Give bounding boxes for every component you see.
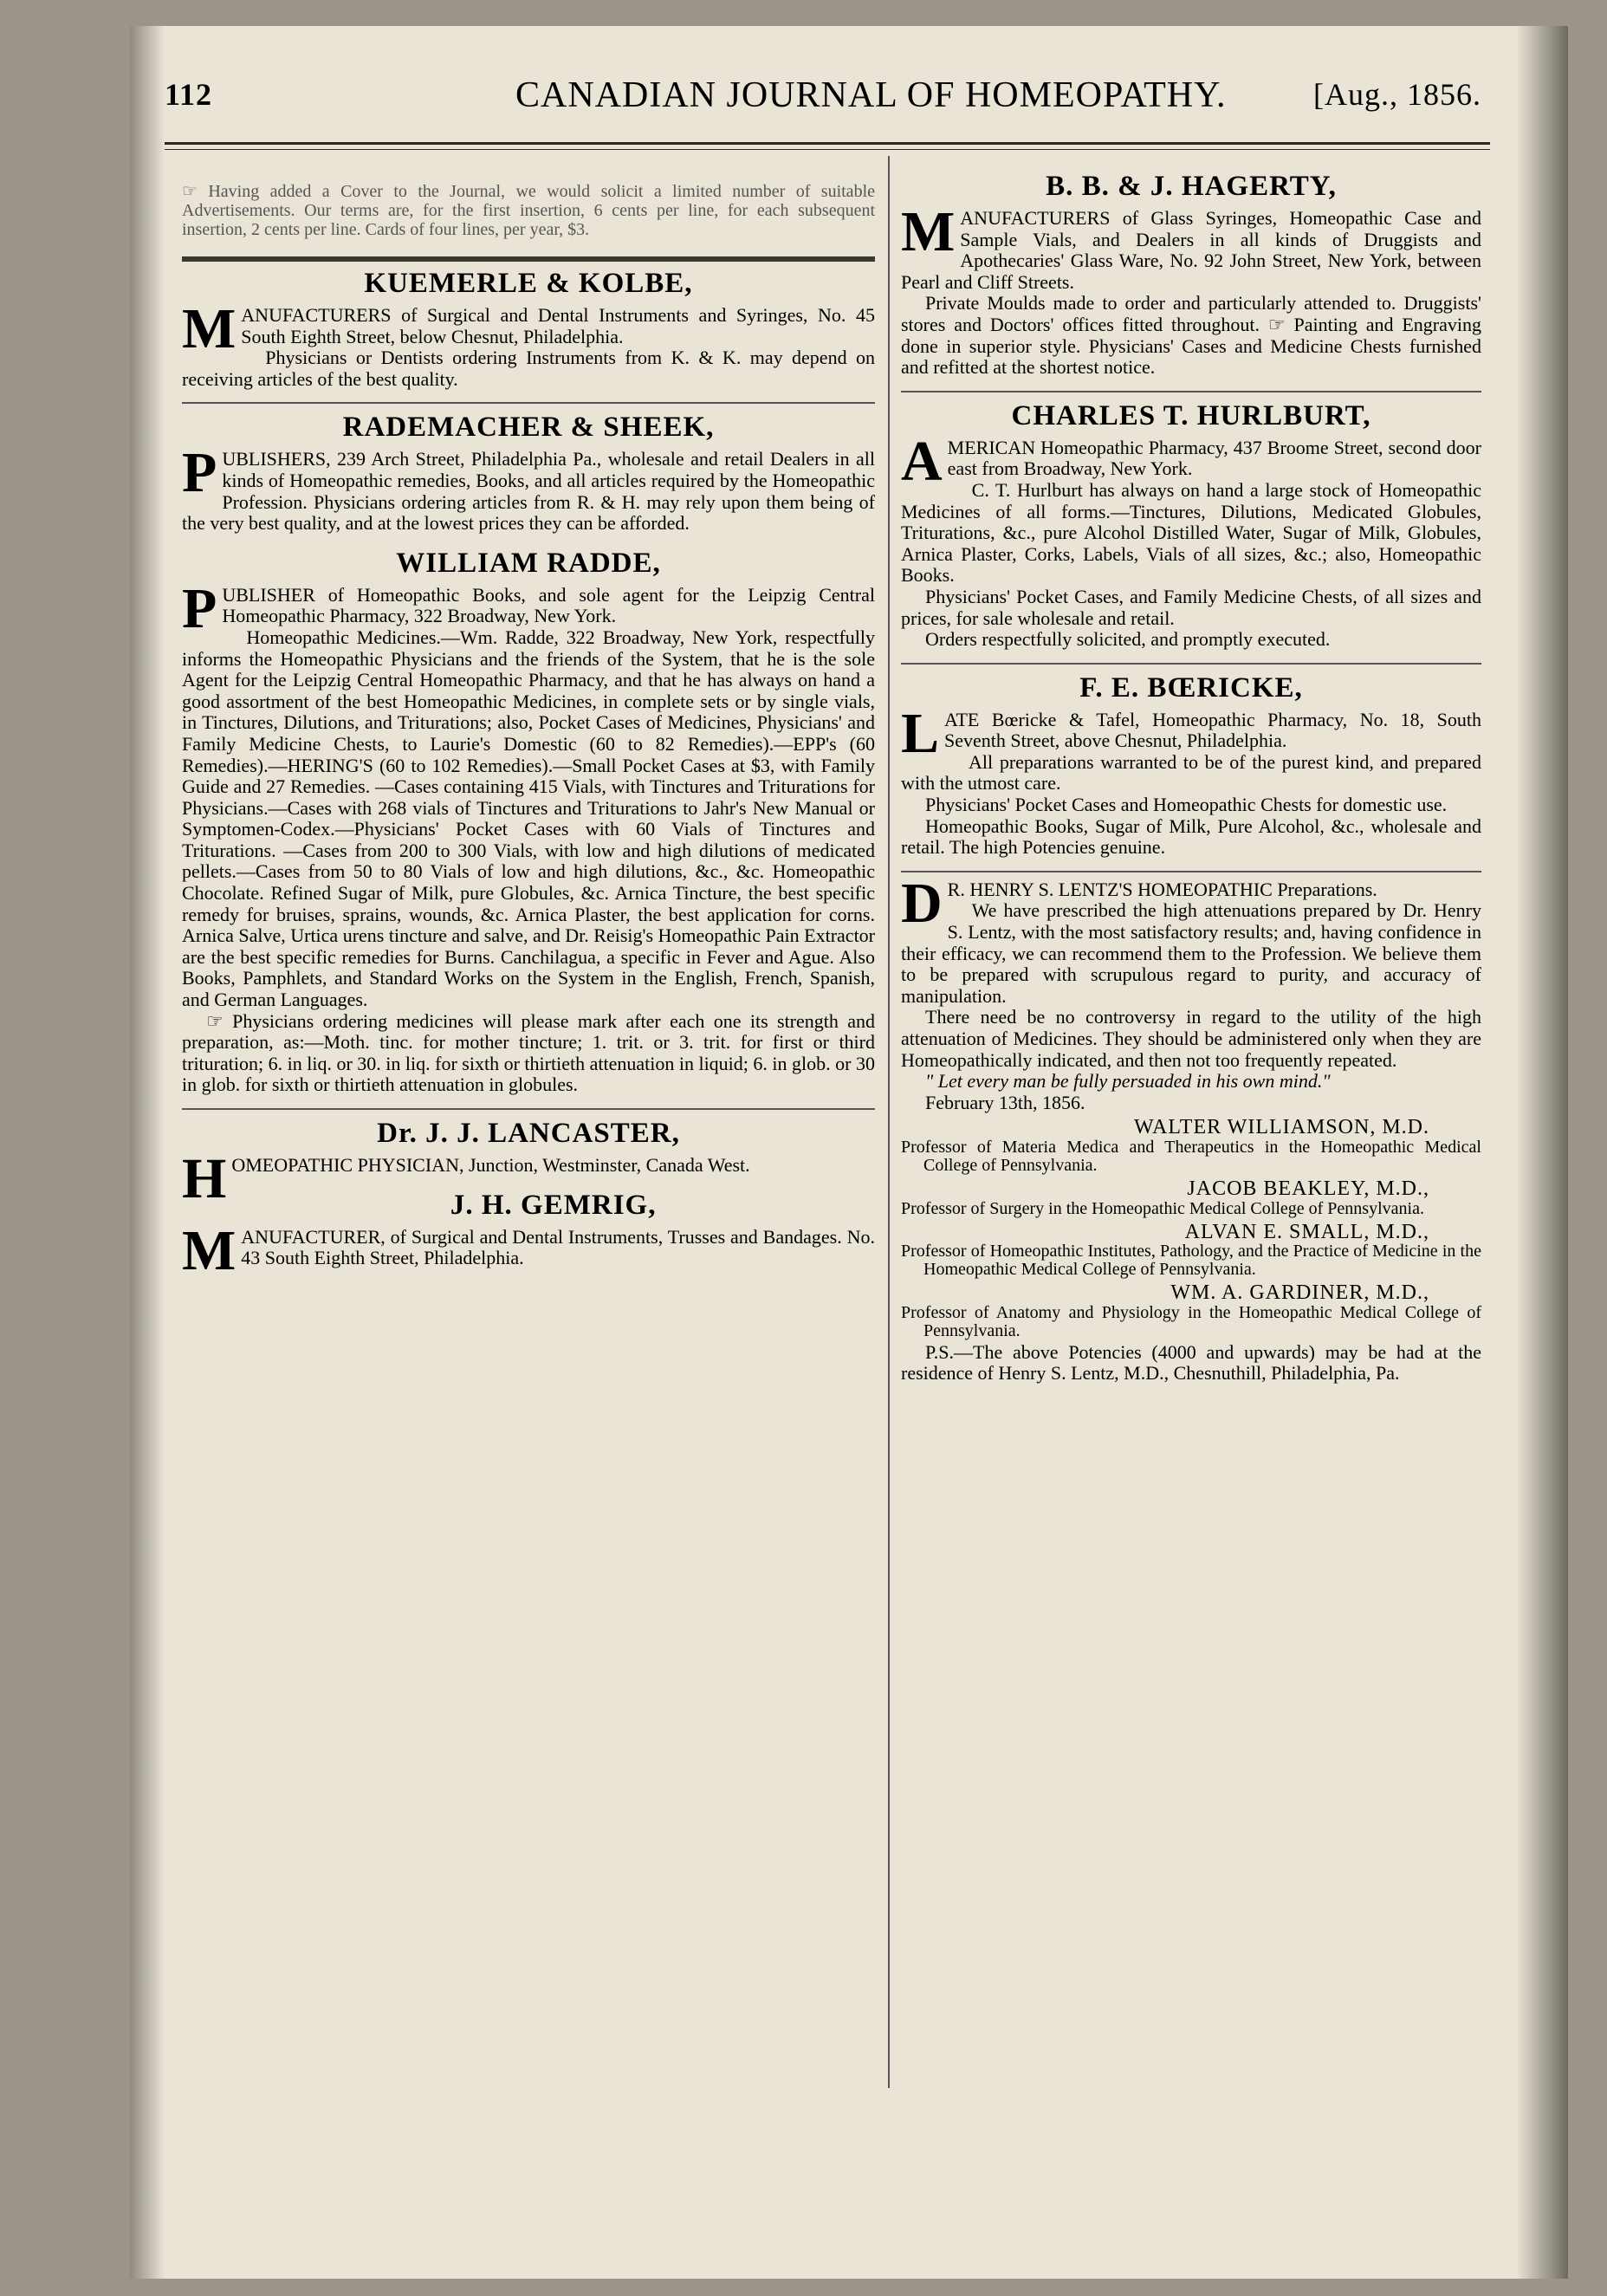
ad-boericke — [901, 671, 1481, 859]
page-edge — [1516, 26, 1568, 2279]
signatory-title: Professor of Anatomy and Physiology in the Homeopathic Medical College of Pennsylvania. — [901, 1302, 1481, 1340]
ad-heading-inline: DR. HENRY S. LENTZ'S HOMEOPATHIC Preparations. — [901, 871, 1377, 935]
ad-gemrig — [182, 1189, 875, 1282]
ad-body: C. T. Hurlburt has always on hand a large stock of Homeopathic Medicines of all forms.—Tinctures, Dilutions, Medicated Globules, Triturations, &c., pure Alcohol Distilled Water, Sugar of Milk, Globules, Arnica Plaster, Corks, Labels, Vials of all sizes, &c.; also, Homeopathic Books. — [901, 478, 1481, 587]
ad-heading: CHARLES T. HURLBURT, — [1011, 399, 1371, 431]
signatory — [901, 1222, 1481, 1280]
signatory — [901, 1178, 1481, 1218]
signatory-title: Professor of Materia Medica and Therapeutics in the Homeopathic Medical College of Pennsylvania. — [901, 1137, 1481, 1175]
header-rule-thin — [165, 149, 1490, 150]
ad-body: ☞ Physicians ordering medicines will please mark after each one its strength and preparation, as:—Moth. tinc. for mother tincture; 1. trit. or 3. trit. for first or third trituration; 6. in liq. or 30. in liq. for sixth or thirtieth attenuation in liquid; 6. in glob. or 30 in glob. for sixth or thirtieth attenuation in globules. — [182, 1009, 875, 1096]
running-head — [165, 59, 1481, 128]
ad-heading: KUEMERLE & KOLBE, — [364, 268, 693, 299]
ad-body: AMERICAN Homeopathic Pharmacy, 437 Broome Street, second door east from Broadway, New York. — [901, 429, 1481, 493]
journal-title: CANADIAN JOURNAL OF HOMEOPATHY. — [515, 75, 1227, 115]
page-number: 112 — [165, 77, 213, 112]
signatory — [901, 1282, 1481, 1340]
ad-william-radde — [182, 547, 875, 1096]
signatory-title: Professor of Homeopathic Institutes, Pathology, and the Practice of Medicine in the Homeopathic Medical College of Pennsylvania. — [901, 1242, 1481, 1280]
ad-body: Physicians' Pocket Cases and Homeopathic Chests for domestic use. — [925, 794, 1448, 816]
ad-body: PUBLISHERS, 239 Arch Street, Philadelphia Pa., wholesale and retail Dealers in all kinds of Homeopathic remedies, Books, and all articles required by the Homeopathic Profession. Physicians ordering articles from R. & H. may rely upon them being of the very best quality, and at the lowest prices they can be afforded. — [182, 441, 875, 535]
ad-body: Physicians' Pocket Cases, and Family Medicine Chests, of all sizes and prices, for sale wholesale and retail. — [901, 585, 1481, 629]
signatory-name: JACOB BEAKLEY, M.D., — [1187, 1177, 1429, 1200]
ad-lentz — [901, 871, 1481, 1385]
signatory-name: WM. A. GARDINER, M.D., — [1170, 1281, 1429, 1305]
ad-kuemerle-kolbe — [182, 267, 875, 390]
ad-body: HOMEOPATHIC PHYSICIAN, Junction, Westminster, Canada West. — [182, 1147, 750, 1210]
ad-rademacher-sheek — [182, 411, 875, 534]
ad-body: MANUFACTURERS of Glass Syringes, Homeopathic Case and Sample Vials, and Dealers in all kinds of Druggists and Apothecaries' Glass Ware, No. 92 John Street, New York, between Pearl and Cliff Streets. — [901, 200, 1481, 293]
ad-body: All preparations warranted to be of the purest kind, and prepared with the utmost care. — [901, 750, 1481, 795]
ad-heading: WILLIAM RADDE, — [396, 547, 661, 579]
ad-heading: J. H. GEMRIG, — [450, 1189, 657, 1221]
ad-body: There need be no controversy in regard to the utility of the high attenuation of Medicines. They should be administered only when they are Homeopathically indicated, and then not too frequently repeated. — [901, 1006, 1481, 1071]
signatory-title: Professor of Surgery in the Homeopathic Medical College of Pennsylvania. — [901, 1198, 1424, 1218]
ad-body: Private Moulds made to order and particularly attended to. Druggists' stores and Doctors' offices fitted throughout. ☞ Painting and Engraving done in superior style. Physicians' Cases and Medicine Chests furnished and refitted at the shortest notice. — [901, 292, 1481, 379]
ad-body: Orders respectfully solicited, and promptly executed. — [925, 628, 1331, 651]
section-divider — [182, 402, 875, 404]
ad-body: Homeopathic Medicines.—Wm. Radde, 322 Broadway, New York, respectfully informs the Homeopathic Physicians and the friends of the System, that he is the sole Agent for the Leipzig Central Homeopathic Pharmacy, and that he has always on hand a good assortment of the best Homeopathic Medicines, in complete sets or by single vials, in Tinctures, Dilutions, and Triturations; also, Pocket Cases of Medicines, Physicians' and Family Medicine Chests, to Laurie's Domestic (60 to 82 Remedies).—EPP's (60 Remedies).—HERING'S (60 to 102 Remedies).—Small Pocket Cases at $3, with Family Guide and 27 Remedies. —Cases containing 415 Vials, with Tinctures and Triturations for Physicians.—Cases with 268 vials of Tinctures and Triturations to Jahr's New Manual or Symptomen-Codex.—Physicians' Pocket Cases with 60 Vials of Tinctures and Triturations. —Cases from 200 to 300 Vials, with low and high dilutions of medicated pellets.—Cases from 50 to 80 Vials of low and high dilutions, &c., &c. Homeopathic Chocolate. Refined Sugar of Milk, pure Globules, &c. Arnica Tincture, the best specific remedy for bruises, sprains, wounds, &c. Arnica Plaster, the best application for corns. Arnica Salve, Urtica urens tincture and salve, and Dr. Reisig's Homeopathic Pain Extractor are the best specific remedies for Burns. Canchilagua, a specific in Fever and Ague. Also Books, Pamphlets, and Standard Works on the System in the English, French, Spanish, and German Languages. — [182, 626, 876, 1011]
right-column — [901, 165, 1481, 1397]
signatory-name: WALTER WILLIAMSON, M.D. — [1134, 1116, 1429, 1139]
ad-body: PUBLISHER of Homeopathic Books, and sole agent for the Leipzig Central Homeopathic Pharmacy, 322 Broadway, New York. — [182, 576, 875, 640]
ad-hurlburt — [901, 399, 1481, 651]
left-column — [182, 165, 875, 1281]
ad-body: MANUFACTURER, of Surgical and Dental Instruments, Trusses and Bandages. No. 43 South Eighth Street, Philadelphia. — [182, 1218, 875, 1282]
issue-date: [Aug., 1856. — [1313, 77, 1481, 112]
ad-body: Homeopathic Books, Sugar of Milk, Pure Alcohol, &c., wholesale and retail. The high Potencies genuine. — [901, 814, 1481, 859]
ad-body: MANUFACTURERS of Surgical and Dental Instruments and Syringes, No. 45 South Eighth Street, below Chesnut, Philadelphia. — [182, 297, 875, 360]
signatory — [901, 1117, 1481, 1175]
section-divider — [901, 871, 1481, 872]
ad-heading: Dr. J. J. LANCASTER, — [377, 1118, 680, 1149]
ad-heading: RADEMACHER & SHEEK, — [342, 412, 715, 444]
postscript: P.S.—The above Potencies (4000 and upwards) may be had at the residence of Henry S. Lentz, M.D., Chesnuthill, Philadelphia, Pa. — [901, 1340, 1481, 1385]
ad-heading: B. B. & J. HAGERTY, — [1046, 171, 1337, 202]
ad-body: LATE Bœricke & Tafel, Homeopathic Pharmacy, No. 18, South Seventh Street, above Chesnut, Philadelphia. — [901, 701, 1481, 765]
testimonial-date: February 13th, 1856. — [925, 1091, 1085, 1113]
advertising-notice: ☞ Having added a Cover to the Journal, we would solicit a limited number of suitable Advertisements. Our terms are, for the first insertion, 6 cents per line, for each subsequent insertion, 2 cents per line. Cards of four lines, per year, $3. — [182, 182, 875, 239]
ad-body: Physicians or Dentists ordering Instruments from K. & K. may depend on receiving articles of the best quality. — [182, 347, 875, 390]
ad-heading: F. E. BŒRICKE, — [1079, 671, 1303, 704]
signatory-name: ALVAN E. SMALL, M.D., — [1184, 1220, 1429, 1243]
section-divider — [182, 256, 875, 262]
column-divider — [888, 156, 890, 2088]
ad-hagerty — [901, 170, 1481, 379]
section-divider — [901, 663, 1481, 665]
motto: " Let every man be fully persuaded in his own mind." — [925, 1070, 1331, 1093]
header-rule — [165, 142, 1490, 145]
binding-shadow — [130, 26, 165, 2279]
section-divider — [901, 391, 1481, 392]
section-divider — [182, 1108, 875, 1110]
ad-body: We have prescribed the high attenuations prepared by Dr. Henry S. Lentz, with the most satisfactory results; and, having confidence in their efficacy, we can recommend them to the Profession. We believe them to be prepared with scrupulous regard to purity, and accuracy of manipulation. — [901, 899, 1481, 1007]
